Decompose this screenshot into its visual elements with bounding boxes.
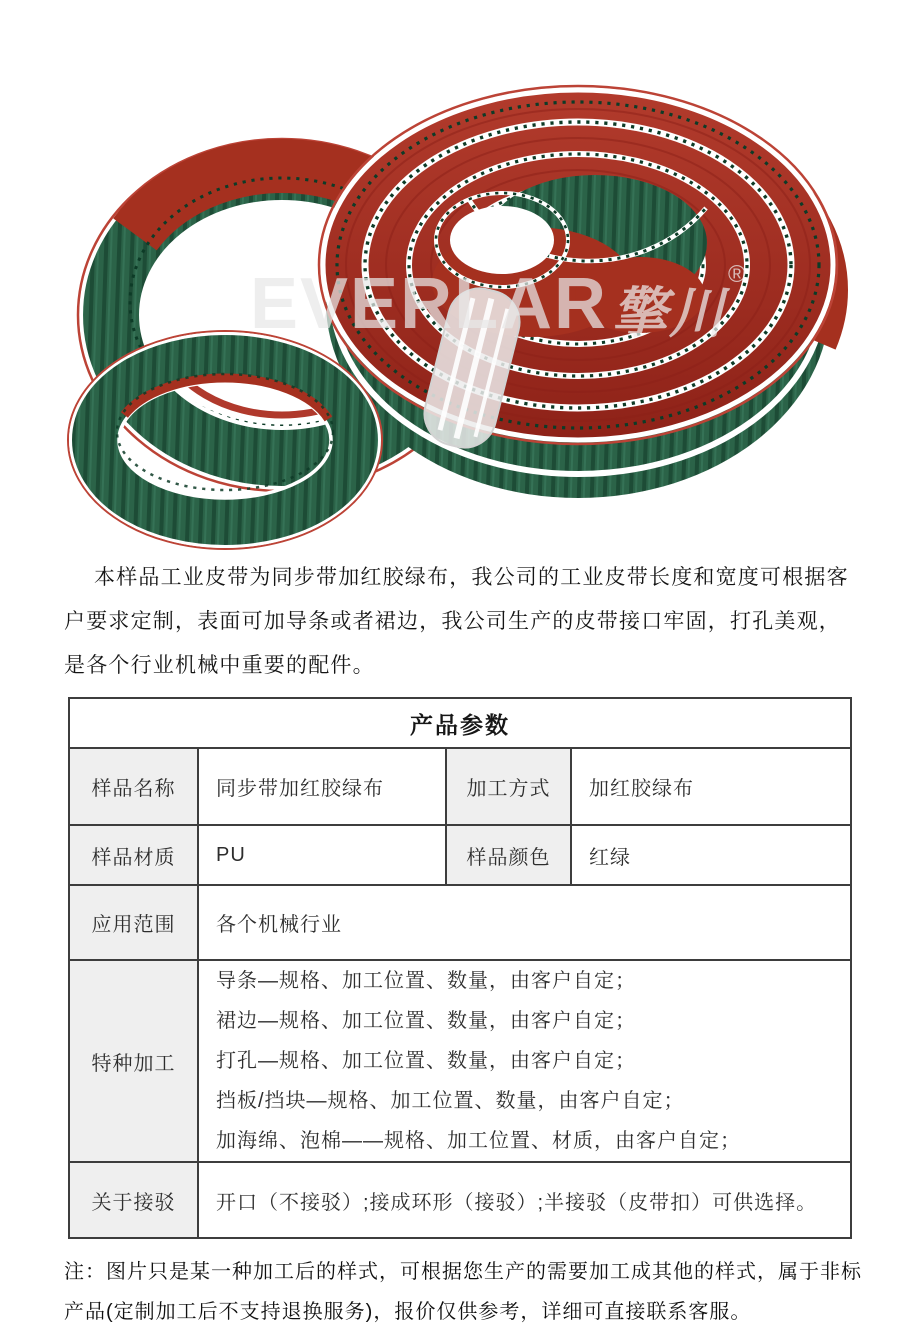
param-label-sample-name: 样品名称 <box>69 748 198 825</box>
product-parameters-table <box>68 697 852 1239</box>
table-row <box>69 1162 851 1238</box>
bottom-note: 注：图片只是某一种加工后的样式，可根据您生产的需要加工成其他的样式，属于非标产品(定制加工后不支持退换服务)，报价仅供参考，详细可直接联系客服。 <box>64 1261 862 1323</box>
param-value-application-scope: 各个机械行业 <box>198 885 851 960</box>
product-description: 本样品工业皮带为同步带加红胶绿布，我公司的工业皮带长度和宽度可根据客户要求定制，表面可加导条或者裙边，我公司生产的皮带接口牢固，打孔美观，是各个行业机械中重要的配件。 <box>64 566 849 677</box>
param-value-joint: 开口（不接驳）;接成环形（接驳）;半接驳（皮带扣）可供选择。 <box>198 1162 851 1238</box>
special-processing-line: 加海绵、泡棉——规格、加工位置、材质，由客户自定； <box>216 1130 741 1152</box>
param-label-application-scope: 应用范围 <box>69 885 198 960</box>
special-processing-line: 导条—规格、加工位置、数量，由客户自定； <box>216 970 636 992</box>
watermark-brand-cn-text: 擎川 <box>612 283 727 344</box>
special-processing-line: 打孔—规格、加工位置、数量，由客户自定； <box>216 1050 636 1072</box>
table-title-row <box>69 698 851 748</box>
param-label-material: 样品材质 <box>69 825 198 885</box>
param-value-color: 红绿 <box>571 825 851 885</box>
special-processing-line: 挡板/挡块—规格、加工位置、数量，由客户自定； <box>216 1090 685 1112</box>
table-row <box>69 748 851 825</box>
param-label-process-method: 加工方式 <box>446 748 571 825</box>
param-label-special-processing: 特种加工 <box>69 960 198 1162</box>
table-row <box>69 960 851 1162</box>
belt-illustration <box>0 50 900 560</box>
watermark-brand-text: EVERLAR <box>250 264 609 344</box>
param-value-sample-name: 同步带加红胶绿布 <box>198 748 446 825</box>
special-processing-line: 裙边—规格、加工位置、数量，由客户自定； <box>216 1010 636 1032</box>
param-value-process-method: 加红胶绿布 <box>571 748 851 825</box>
product-image <box>0 50 900 560</box>
table-title: 产品参数 <box>69 698 851 748</box>
param-value-material: PU <box>198 825 446 885</box>
table-row <box>69 825 851 885</box>
registered-trademark-icon: ® <box>728 261 746 288</box>
param-label-joint: 关于接驳 <box>69 1162 198 1238</box>
param-label-color: 样品颜色 <box>446 825 571 885</box>
param-value-special-processing <box>198 960 851 1162</box>
table-row <box>69 885 851 960</box>
